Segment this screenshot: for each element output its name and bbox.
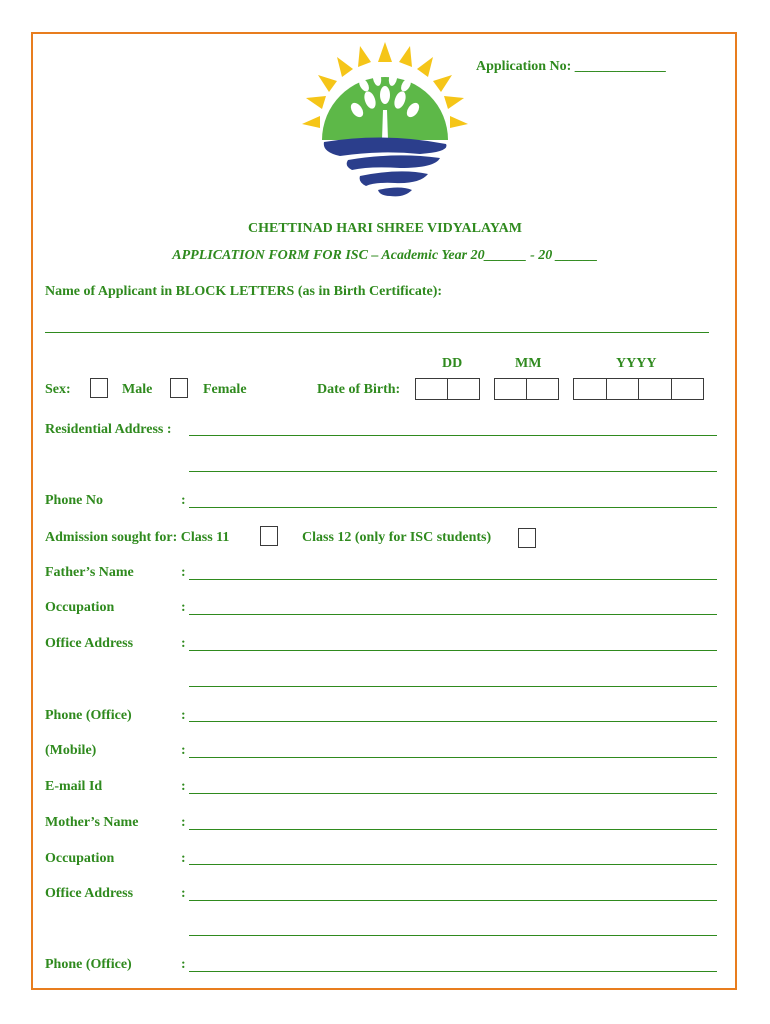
applicant-name-label: Name of Applicant in BLOCK LETTERS (as in Birth Certificate): — [45, 284, 443, 299]
colon: : — [181, 743, 186, 758]
school-logo-icon — [300, 40, 470, 200]
father-name-line[interactable] — [189, 579, 717, 580]
mother-name-line[interactable] — [189, 829, 717, 830]
colon: : — [181, 565, 186, 580]
sex-label: Sex: — [45, 382, 71, 397]
mother-office-address-line-2[interactable] — [189, 935, 717, 936]
phone-no-label: Phone No — [45, 493, 103, 508]
colon: : — [181, 779, 186, 794]
colon: : — [181, 886, 186, 901]
phone-no-line[interactable] — [189, 507, 717, 508]
father-occupation-label: Occupation — [45, 600, 115, 615]
father-office-address-line-2[interactable] — [189, 686, 717, 687]
colon: : — [181, 600, 186, 615]
father-email-label: E-mail Id — [45, 779, 103, 794]
father-occupation-line[interactable] — [189, 614, 717, 615]
residential-address-line-2[interactable] — [189, 471, 717, 472]
application-no-label: Application No: _____________ — [476, 59, 666, 74]
father-phone-office-line[interactable] — [189, 721, 717, 722]
colon: : — [181, 957, 186, 972]
dob-label: Date of Birth: — [317, 382, 401, 397]
father-office-address-label: Office Address — [45, 636, 134, 651]
colon: : — [181, 636, 186, 651]
dob-month-field[interactable] — [494, 378, 559, 400]
residential-address-line-1[interactable] — [189, 435, 717, 436]
mother-office-address-label: Office Address — [45, 886, 134, 901]
yyyy-label: YYYY — [616, 356, 657, 371]
school-name: CHETTINAD HARI SHREE VIDYALAYAM — [248, 221, 522, 236]
father-office-address-line-1[interactable] — [189, 650, 717, 651]
class-11-checkbox[interactable] — [260, 526, 278, 546]
admission-label: Admission sought for: Class 11 — [45, 530, 230, 545]
mother-phone-office-label: Phone (Office) — [45, 957, 132, 972]
mother-phone-office-line[interactable] — [189, 971, 717, 972]
father-email-line[interactable] — [189, 793, 717, 794]
father-mobile-line[interactable] — [189, 757, 717, 758]
colon: : — [181, 815, 186, 830]
mother-name-label: Mother’s Name — [45, 815, 139, 830]
mother-occupation-label: Occupation — [45, 851, 115, 866]
class-12-checkbox[interactable] — [518, 528, 536, 548]
form-title: APPLICATION FORM FOR ISC – Academic Year 20______ - 20 ______ — [172, 248, 598, 263]
colon: : — [181, 493, 186, 508]
male-checkbox[interactable] — [90, 378, 108, 398]
applicant-name-line[interactable] — [45, 332, 709, 333]
mm-label: MM — [515, 356, 542, 371]
female-checkbox[interactable] — [170, 378, 188, 398]
father-phone-office-label: Phone (Office) — [45, 708, 132, 723]
male-label: Male — [122, 382, 153, 397]
dob-year-field[interactable] — [573, 378, 704, 400]
dd-label: DD — [442, 356, 463, 371]
father-name-label: Father’s Name — [45, 565, 134, 580]
class-12-label: Class 12 (only for ISC students) — [302, 530, 492, 545]
dob-day-field[interactable] — [415, 378, 480, 400]
female-label: Female — [203, 382, 247, 397]
residential-address-label: Residential Address : — [45, 422, 172, 437]
colon: : — [181, 851, 186, 866]
mother-office-address-line-1[interactable] — [189, 900, 717, 901]
colon: : — [181, 708, 186, 723]
father-mobile-label: (Mobile) — [45, 743, 97, 758]
mother-occupation-line[interactable] — [189, 864, 717, 865]
